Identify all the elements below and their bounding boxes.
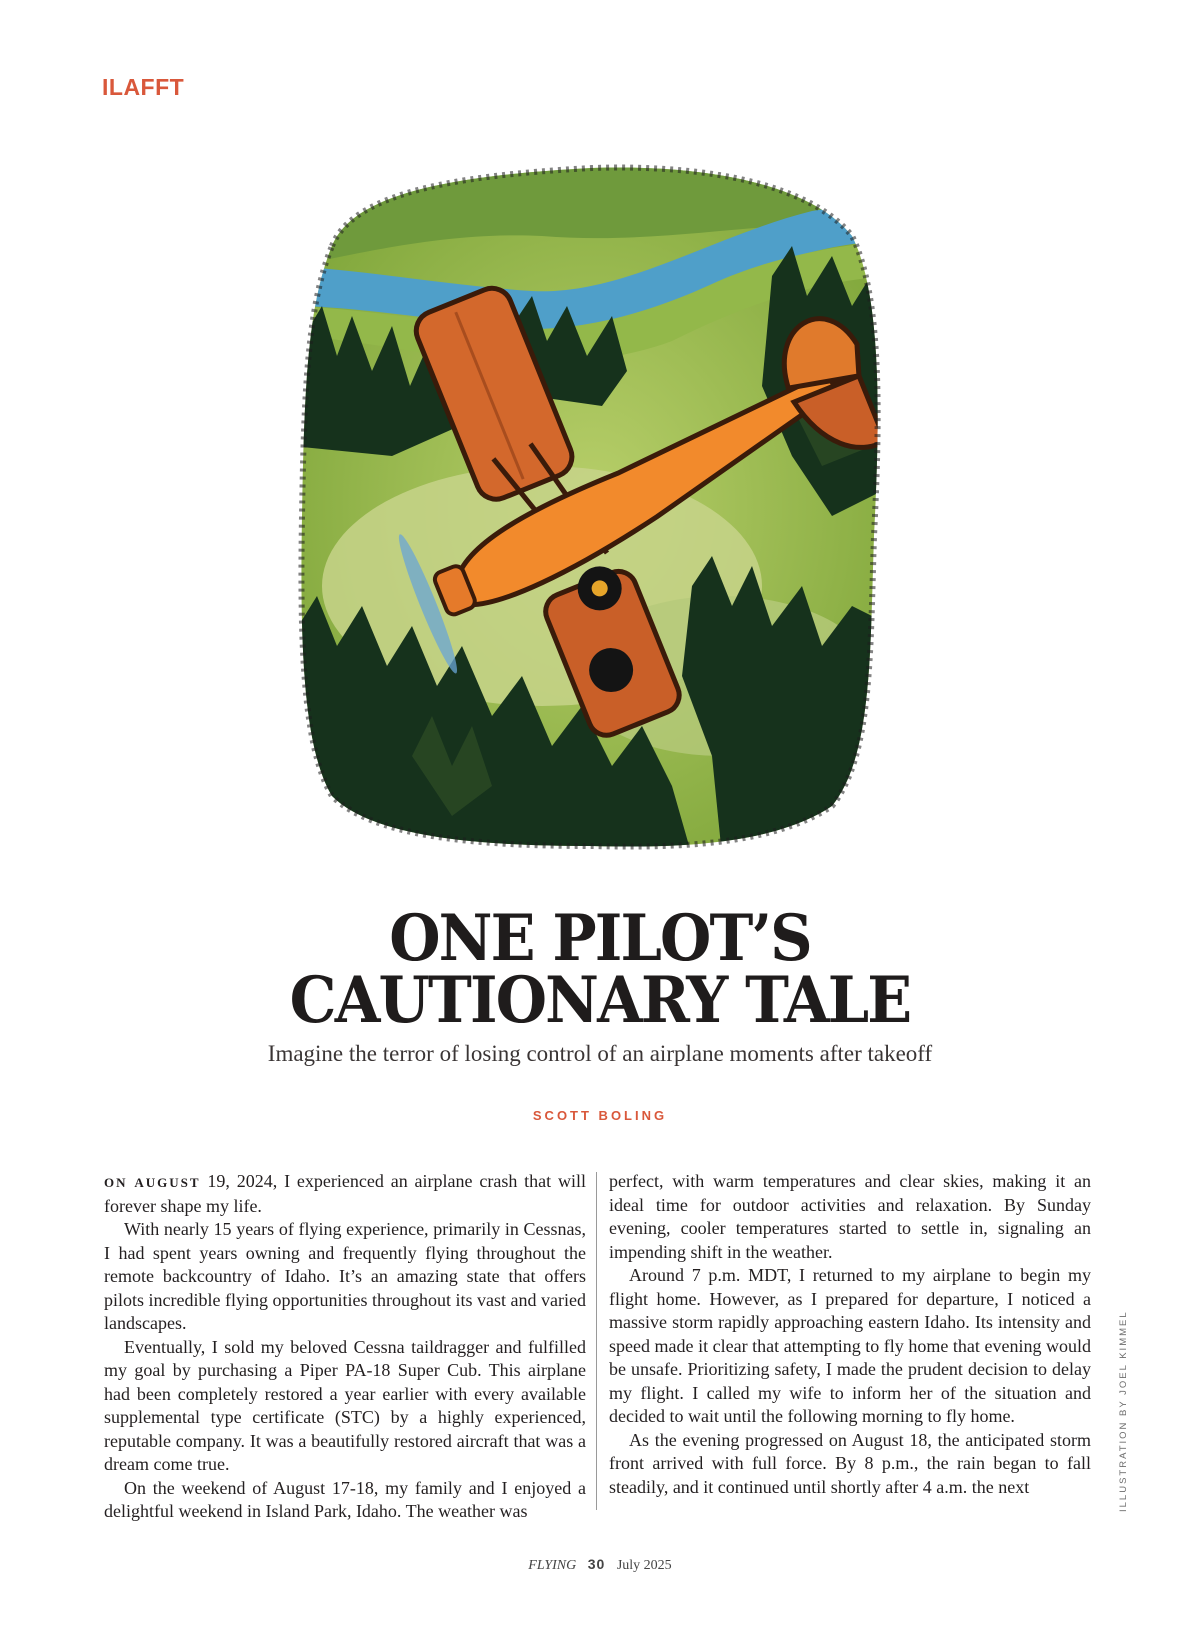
lead-in: ON AUGUST [104,1175,201,1190]
paragraph-text: 19, 2024, I experienced an airplane crash that will forever shape my life. [104,1171,587,1216]
article-column-right [609,1170,1091,1510]
airplane-illustration [292,156,892,856]
footer-page-number: 30 [587,1556,606,1572]
section-label: ILAFFT [102,74,185,100]
article-paragraph [104,1170,586,1218]
illustration-credit: ILLUSTRATION BY JOEL KIMMEL [1118,1310,1129,1512]
article-paragraph: perfect, with warm temperatures and clear skies, making it an ideal time for outdoor activities and relaxation. By Sunday evening, cooler temperatures started to settle in, signaling an impending shift in the weather. [609,1171,1091,1262]
article-paragraph: With nearly 15 years of flying experience, primarily in Cessnas, I had spent years owning and frequently flying throughout the remote backcountry of Idaho. It’s an amazing state that offers pilots incredible flying opportunities throughout its vast and varied landscapes. [104,1219,586,1333]
headline [48,901,1152,1038]
footer-magazine: FLYING [528,1558,577,1573]
headline-line-1: ONE PILOT’S [389,901,811,976]
article-paragraph: Around 7 p.m. MDT, I returned to my airplane to begin my flight home. However, as I prepared for departure, I noticed a massive storm rapidly approaching eastern Idaho. Its intensity and speed made it clear that attempting to fly home that evening would be unsafe. Prioritizing safety, I made the prudent decision to delay my flight. I called my wife to inform her of the situation and decided to wait until the following morning to fly home. [609,1265,1091,1426]
column-divider [596,1172,597,1510]
page-footer [0,1556,1200,1574]
footer-issue: July 2025 [616,1558,672,1573]
article-paragraph: Eventually, I sold my beloved Cessna taildragger and fulfilled my goal by purchasing a Piper PA-18 Super Cub. This airplane had been completely restored a year earlier with every available supplemental type certificate (STC) by a highly experienced, reputable company. It was a beautifully restored aircraft that was a dream come true. [104,1336,586,1474]
article-column-left [104,1170,587,1521]
subhead: Imagine the terror of losing control of an airplane moments after takeoff [267,1041,933,1066]
article-paragraph: As the evening progressed on August 18, the anticipated storm front arrived with full force. By 8 p.m., the rain began to fall steadily, and it continued until shortly after 4 a.m. the next [609,1429,1091,1497]
headline-line-2: CAUTIONARY TALE [289,963,911,1038]
article-paragraph: On the weekend of August 17-18, my family and I enjoyed a delightful weekend in Island Park, Idaho. The weather was [104,1477,586,1521]
byline: SCOTT BOLING [532,1108,668,1123]
